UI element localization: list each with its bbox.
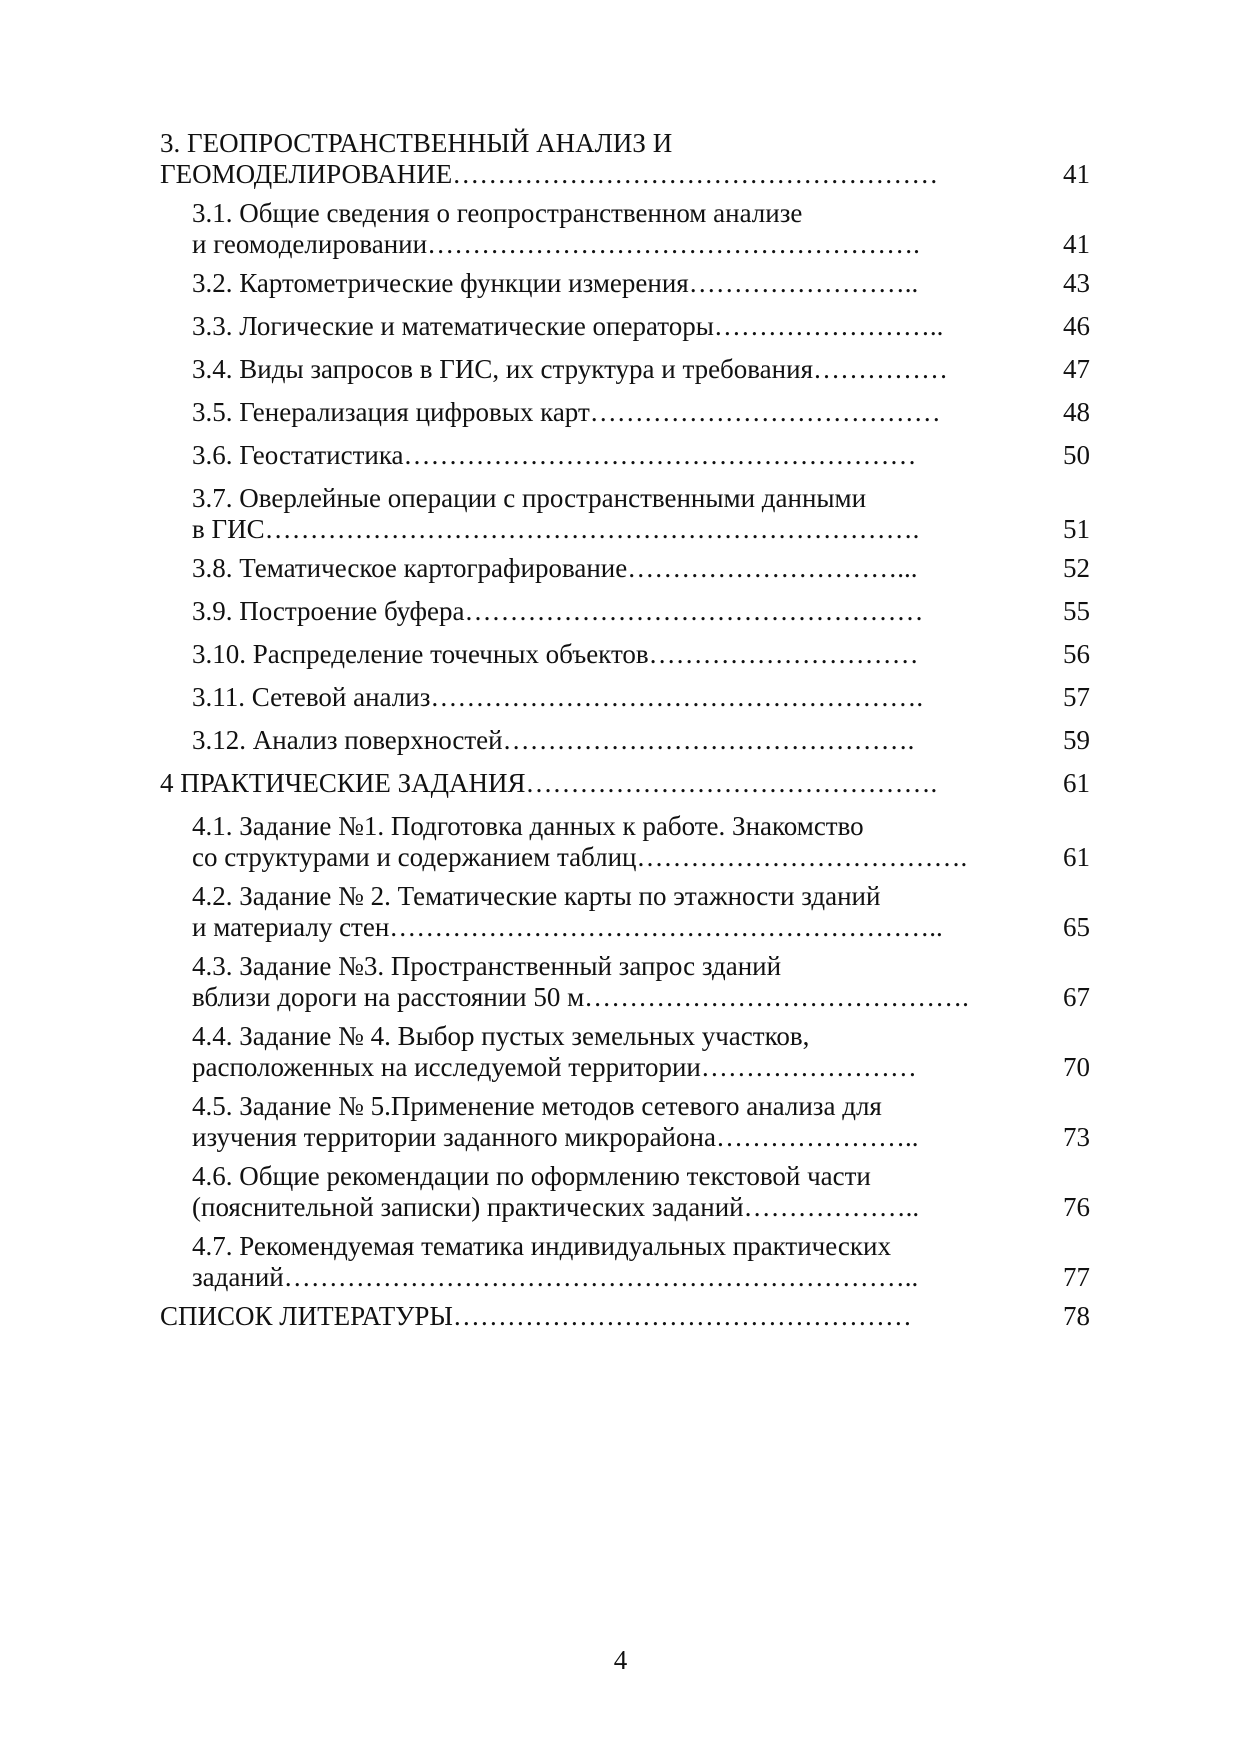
toc-entry-title: 4.5. Задание № 5.Применение методов сетевого анализа для изучения территории заданного микрорайона………………….. (192, 1091, 919, 1152)
toc-entry (160, 198, 1090, 260)
toc-entry-page: 51 (1063, 514, 1090, 544)
page-number: 4 (613, 1645, 628, 1675)
toc-entry-title: 3.6. Геостатистика………………………………………………… (192, 440, 917, 470)
toc-entry-title: 3.4. Виды запросов в ГИС, их структура и требования…………… (192, 354, 948, 384)
toc-entry (160, 483, 1090, 545)
toc-entry (160, 354, 1090, 385)
toc-entry (160, 725, 1090, 756)
toc-entry-title: 3.10. Распределение точечных объектов………………………… (192, 639, 919, 669)
toc-entry (160, 768, 1090, 799)
toc-entry-page: 41 (1063, 159, 1090, 189)
toc-entry-title: 3. ГЕОПРОСТРАНСТВЕННЫЙ АНАЛИЗ И ГЕОМОДЕЛИРОВАНИЕ……………………………………………… (160, 128, 939, 189)
toc-entry-page: 50 (1063, 440, 1090, 470)
toc-entry-title: СПИСОК ЛИТЕРАТУРЫ…………………………………………… (160, 1301, 912, 1331)
toc-entry-page: 65 (1063, 912, 1090, 942)
toc-entry-page: 67 (1063, 982, 1090, 1012)
toc-entry-page: 56 (1063, 639, 1090, 669)
toc-entry (160, 1091, 1090, 1153)
toc-entry-page: 61 (1063, 768, 1090, 798)
toc-entry (160, 1231, 1090, 1293)
toc-entry-title: 4.7. Рекомендуемая тематика индивидуальных практических заданий…………………………………………………………….. (192, 1231, 919, 1292)
toc-entry (160, 128, 1090, 190)
toc-entry (160, 811, 1090, 873)
toc-entry (160, 311, 1090, 342)
toc-entry-title: 3.1. Общие сведения о геопространственном анализе и геомоделировании………………………………………………. (192, 198, 920, 259)
toc-entry-page: 41 (1063, 229, 1090, 259)
toc-entry-title: 4.3. Задание №3. Пространственный запрос зданий вблизи дороги на расстоянии 50 м……………………………………. (192, 951, 969, 1012)
toc-entry-title: 4.6. Общие рекомендации по оформлению текстовой части (пояснительной записки) практических заданий……………….. (192, 1161, 920, 1222)
toc-entry (160, 1161, 1090, 1223)
toc-entry (160, 440, 1090, 471)
toc-entry-page: 52 (1063, 553, 1090, 583)
toc-entry (160, 639, 1090, 670)
toc-entry-page: 57 (1063, 682, 1090, 712)
toc-entry-page: 61 (1063, 842, 1090, 872)
toc-entry-page: 78 (1063, 1301, 1090, 1331)
toc-entry-title: 4.1. Задание №1. Подготовка данных к работе. Знакомство со структурами и содержанием таблиц………………………………. (192, 811, 968, 872)
toc-entry-title: 3.5. Генерализация цифровых карт………………………………… (192, 397, 941, 427)
toc-entry-page: 73 (1063, 1122, 1090, 1152)
toc-entry-page: 43 (1063, 268, 1090, 298)
toc-entry-title: 3.12. Анализ поверхностей………………………………………. (192, 725, 915, 755)
toc-entry (160, 951, 1090, 1013)
table-of-contents (160, 128, 1090, 1344)
toc-entry-title: 3.3. Логические и математические операторы…………………….. (192, 311, 944, 341)
toc-entry-page: 55 (1063, 596, 1090, 626)
toc-entry (160, 553, 1090, 584)
toc-entry-page: 48 (1063, 397, 1090, 427)
toc-entry-page: 70 (1063, 1052, 1090, 1082)
toc-entry-title: 4 ПРАКТИЧЕСКИЕ ЗАДАНИЯ………………………………………. (160, 768, 938, 798)
toc-entry-title: 3.11. Сетевой анализ………………………………………………. (192, 682, 924, 712)
toc-entry-page: 76 (1063, 1192, 1090, 1222)
toc-entry-title: 4.2. Задание № 2. Тематические карты по этажности зданий и материалу стен…………………………………………………….. (192, 881, 943, 942)
toc-entry (160, 397, 1090, 428)
toc-entry-title: 4.4. Задание № 4. Выбор пустых земельных участков, расположенных на исследуемой территории…………………… (192, 1021, 917, 1082)
toc-entry (160, 1021, 1090, 1083)
toc-entry-title: 3.2. Картометрические функции измерения…………………….. (192, 268, 919, 298)
toc-entry (160, 596, 1090, 627)
toc-entry (160, 1301, 1090, 1332)
toc-entry-title: 3.9. Построение буфера…………………………………………… (192, 596, 924, 626)
toc-entry (160, 682, 1090, 713)
toc-entry-title: 3.8. Тематическое картографирование…………………………... (192, 553, 918, 583)
toc-entry-page: 47 (1063, 354, 1090, 384)
toc-entry-title: 3.7. Оверлейные операции с пространственными данными в ГИС………………………………………………………………. (192, 483, 920, 544)
toc-entry-page: 59 (1063, 725, 1090, 755)
toc-entry (160, 268, 1090, 299)
toc-entry (160, 881, 1090, 943)
toc-entry-page: 77 (1063, 1262, 1090, 1292)
toc-entry-page: 46 (1063, 311, 1090, 341)
